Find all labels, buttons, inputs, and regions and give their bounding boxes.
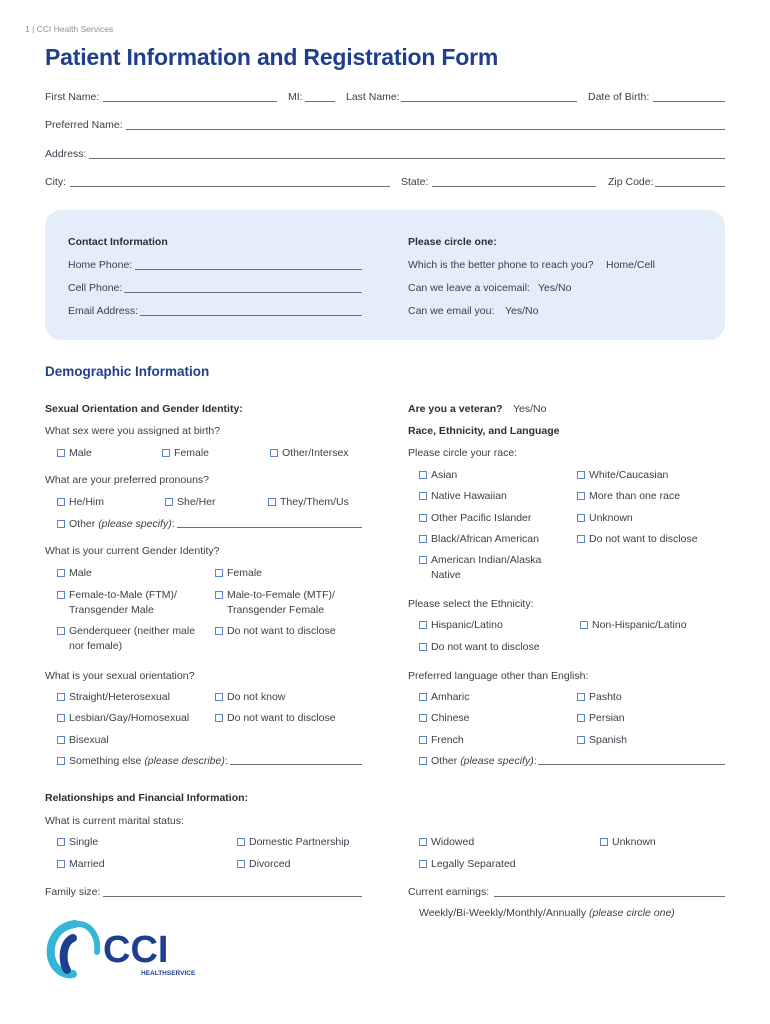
checkbox-icon[interactable] <box>57 449 65 457</box>
orientation-question: What is your sexual orientation? <box>45 670 195 682</box>
checkbox-option[interactable]: Persian <box>577 711 625 726</box>
checkbox-icon[interactable] <box>419 514 427 522</box>
checkbox-option[interactable]: Non-Hispanic/Latino <box>580 618 687 633</box>
checkbox-option[interactable]: Single <box>57 835 98 850</box>
zip-label: Zip Code: <box>608 176 654 188</box>
preferred-name-label: Preferred Name: <box>45 119 123 131</box>
checkbox-option[interactable]: Married <box>57 857 105 872</box>
language-other-field[interactable] <box>538 764 725 765</box>
checkbox-icon[interactable] <box>577 693 585 701</box>
checkbox-option[interactable]: Do not know <box>215 690 285 705</box>
logo-text: CCI <box>103 929 169 971</box>
contact-heading: Contact Information <box>68 236 168 248</box>
pronoun-question: What are your preferred pronouns? <box>45 474 210 486</box>
checkbox-icon[interactable] <box>57 591 65 599</box>
checkbox-icon[interactable] <box>419 643 427 651</box>
checkbox-option[interactable]: Something else (please describe): <box>57 754 228 769</box>
cell-phone-label: Cell Phone: <box>68 282 123 294</box>
checkbox-icon[interactable] <box>215 693 223 701</box>
checkbox-icon[interactable] <box>57 693 65 701</box>
checkbox-option[interactable]: Domestic Partnership <box>237 835 349 850</box>
checkbox-option[interactable]: Unknown <box>600 835 656 850</box>
checkbox-option[interactable]: Genderqueer (neither male nor female) <box>57 624 195 654</box>
checkbox-icon[interactable] <box>419 556 427 564</box>
home-phone-label: Home Phone: <box>68 259 133 271</box>
checkbox-option[interactable]: Male-to-Female (MTF)/ Transgender Female <box>215 588 335 618</box>
checkbox-option[interactable]: Do not want to disclose <box>577 532 698 547</box>
earnings-periods[interactable]: Weekly/Bi-Weekly/Monthly/Annually (please circle one) <box>419 907 675 919</box>
checkbox-option[interactable]: Other Pacific Islander <box>419 511 531 526</box>
checkbox-option[interactable]: Native Hawaiian <box>419 489 507 504</box>
gender-question: What is your current Gender Identity? <box>45 545 220 557</box>
checkbox-option[interactable]: Male <box>57 566 92 581</box>
checkbox-icon[interactable] <box>577 535 585 543</box>
checkbox-option[interactable]: Chinese <box>419 711 470 726</box>
checkbox-option[interactable]: Amharic <box>419 690 470 705</box>
checkbox-option[interactable]: Black/African American <box>419 532 539 547</box>
checkbox-option[interactable]: More than one race <box>577 489 680 504</box>
city-field[interactable] <box>70 186 390 187</box>
checkbox-option[interactable]: French <box>419 733 464 748</box>
mi-field[interactable] <box>305 101 335 102</box>
sex-question: What sex were you assigned at birth? <box>45 425 221 437</box>
ethnicity-question: Please select the Ethnicity: <box>408 598 534 610</box>
checkbox-icon[interactable] <box>580 621 588 629</box>
checkbox-icon[interactable] <box>419 492 427 500</box>
voicemail-answer[interactable]: Yes/No <box>538 282 572 294</box>
checkbox-icon[interactable] <box>57 838 65 846</box>
earnings-label: Current earnings: <box>408 886 490 898</box>
checkbox-option[interactable]: Other (please specify): <box>419 754 537 769</box>
checkbox-icon[interactable] <box>57 714 65 722</box>
checkbox-icon[interactable] <box>577 471 585 479</box>
checkbox-option[interactable]: Female-to-Male (FTM)/ Transgender Male <box>57 588 177 618</box>
checkbox-icon[interactable] <box>215 714 223 722</box>
race-question: Please circle your race: <box>408 447 518 459</box>
checkbox-option[interactable]: Do not want to disclose <box>215 624 336 639</box>
checkbox-icon[interactable] <box>419 736 427 744</box>
dob-label: Date of Birth: <box>588 91 650 103</box>
checkbox-option[interactable]: He/Him <box>57 495 104 510</box>
checkbox-icon[interactable] <box>270 449 278 457</box>
checkbox-option[interactable]: They/Them/Us <box>268 495 349 510</box>
checkbox-icon[interactable] <box>419 714 427 722</box>
cell-phone-field[interactable] <box>124 292 362 293</box>
checkbox-icon[interactable] <box>57 498 65 506</box>
first-name-field[interactable] <box>103 101 277 102</box>
checkbox-icon[interactable] <box>215 569 223 577</box>
state-field[interactable] <box>432 186 596 187</box>
checkbox-option[interactable]: American Indian/Alaska Native <box>419 553 541 583</box>
checkbox-icon[interactable] <box>419 621 427 629</box>
checkbox-option[interactable]: Spanish <box>577 733 627 748</box>
checkbox-option[interactable]: Straight/Heterosexual <box>57 690 170 705</box>
zip-field[interactable] <box>655 186 725 187</box>
checkbox-icon[interactable] <box>57 757 65 765</box>
voicemail-question: Can we leave a voicemail: <box>408 282 530 294</box>
checkbox-option[interactable]: Female <box>162 446 209 461</box>
family-size-label: Family size: <box>45 886 101 898</box>
race-heading: Race, Ethnicity, and Language <box>408 425 560 437</box>
checkbox-icon[interactable] <box>600 838 608 846</box>
earnings-field[interactable] <box>494 896 725 897</box>
dob-field[interactable] <box>653 101 725 102</box>
checkbox-option[interactable]: White/Caucasian <box>577 468 668 483</box>
checkbox-icon[interactable] <box>419 860 427 868</box>
email-answer[interactable]: Yes/No <box>505 305 539 317</box>
checkbox-icon[interactable] <box>419 757 427 765</box>
orientation-other-field[interactable] <box>230 764 362 765</box>
relationships-heading: Relationships and Financial Information: <box>45 792 249 804</box>
home-phone-field[interactable] <box>135 269 362 270</box>
checkbox-icon[interactable] <box>237 838 245 846</box>
checkbox-option[interactable]: Other (please specify): <box>57 517 175 532</box>
checkbox-icon[interactable] <box>577 736 585 744</box>
checkbox-icon[interactable] <box>215 627 223 635</box>
first-name-label: First Name: <box>45 91 100 103</box>
sogi-heading: Sexual Orientation and Gender Identity: <box>45 403 243 415</box>
checkbox-icon[interactable] <box>419 693 427 701</box>
better-phone-answer[interactable]: Home/Cell <box>606 259 656 271</box>
cci-logo <box>45 912 195 982</box>
page-title: Patient Information and Registration Form <box>45 44 499 70</box>
checkbox-option[interactable]: Do not want to disclose <box>215 711 336 726</box>
mi-label: MI: <box>288 91 303 103</box>
cci-logo-icon <box>45 912 195 982</box>
logo-subtext: HEALTHSERVICES <box>141 970 195 977</box>
preferred-name-field[interactable] <box>126 129 725 130</box>
checkbox-option[interactable]: Legally Separated <box>419 857 516 872</box>
contact-panel <box>45 210 725 340</box>
checkbox-option[interactable]: Bisexual <box>57 733 109 748</box>
address-field[interactable] <box>89 158 725 159</box>
circle-one-heading: Please circle one: <box>408 236 497 248</box>
checkbox-icon[interactable] <box>57 569 65 577</box>
checkbox-option[interactable]: Divorced <box>237 857 290 872</box>
checkbox-icon[interactable] <box>577 514 585 522</box>
checkbox-icon[interactable] <box>165 498 173 506</box>
checkbox-icon[interactable] <box>577 492 585 500</box>
city-label: City: <box>45 176 66 188</box>
checkbox-option[interactable]: Male <box>57 446 92 461</box>
checkbox-option[interactable]: Widowed <box>419 835 474 850</box>
better-phone-question: Which is the better phone to reach you? <box>408 259 594 271</box>
email-question: Can we email you: <box>408 305 495 317</box>
checkbox-option[interactable]: She/Her <box>165 495 216 510</box>
checkbox-option[interactable]: Hispanic/Latino <box>419 618 503 633</box>
checkbox-icon[interactable] <box>268 498 276 506</box>
state-label: State: <box>401 176 429 188</box>
demographic-heading: Demographic Information <box>45 364 210 379</box>
checkbox-icon[interactable] <box>419 838 427 846</box>
checkbox-icon[interactable] <box>57 736 65 744</box>
checkbox-option[interactable]: Do not want to disclose <box>419 640 540 655</box>
page-header: 1 | CCI Health Services <box>25 24 114 34</box>
checkbox-icon[interactable] <box>237 860 245 868</box>
checkbox-icon[interactable] <box>419 535 427 543</box>
checkbox-option[interactable]: Lesbian/Gay/Homosexual <box>57 711 189 726</box>
email-field[interactable] <box>140 315 362 316</box>
checkbox-icon[interactable] <box>57 627 65 635</box>
checkbox-option[interactable]: Asian <box>419 468 457 483</box>
checkbox-option[interactable]: Unknown <box>577 511 633 526</box>
checkbox-icon[interactable] <box>577 714 585 722</box>
checkbox-icon[interactable] <box>215 591 223 599</box>
email-label: Email Address: <box>68 305 139 317</box>
address-label: Address: <box>45 148 87 160</box>
checkbox-icon[interactable] <box>162 449 170 457</box>
veteran-answer[interactable]: Yes/No <box>513 403 547 415</box>
last-name-label: Last Name: <box>346 91 400 103</box>
checkbox-option[interactable]: Other/Intersex <box>270 446 349 461</box>
marital-question: What is current marital status: <box>45 815 184 827</box>
last-name-field[interactable] <box>401 101 577 102</box>
checkbox-icon[interactable] <box>57 860 65 868</box>
pronoun-other-field[interactable] <box>177 527 362 528</box>
checkbox-icon[interactable] <box>57 520 65 528</box>
veteran-question: Are you a veteran? <box>408 403 503 415</box>
language-question: Preferred language other than English: <box>408 670 589 682</box>
checkbox-option[interactable]: Female <box>215 566 262 581</box>
family-size-field[interactable] <box>103 896 362 897</box>
checkbox-option[interactable]: Pashto <box>577 690 622 705</box>
checkbox-icon[interactable] <box>419 471 427 479</box>
